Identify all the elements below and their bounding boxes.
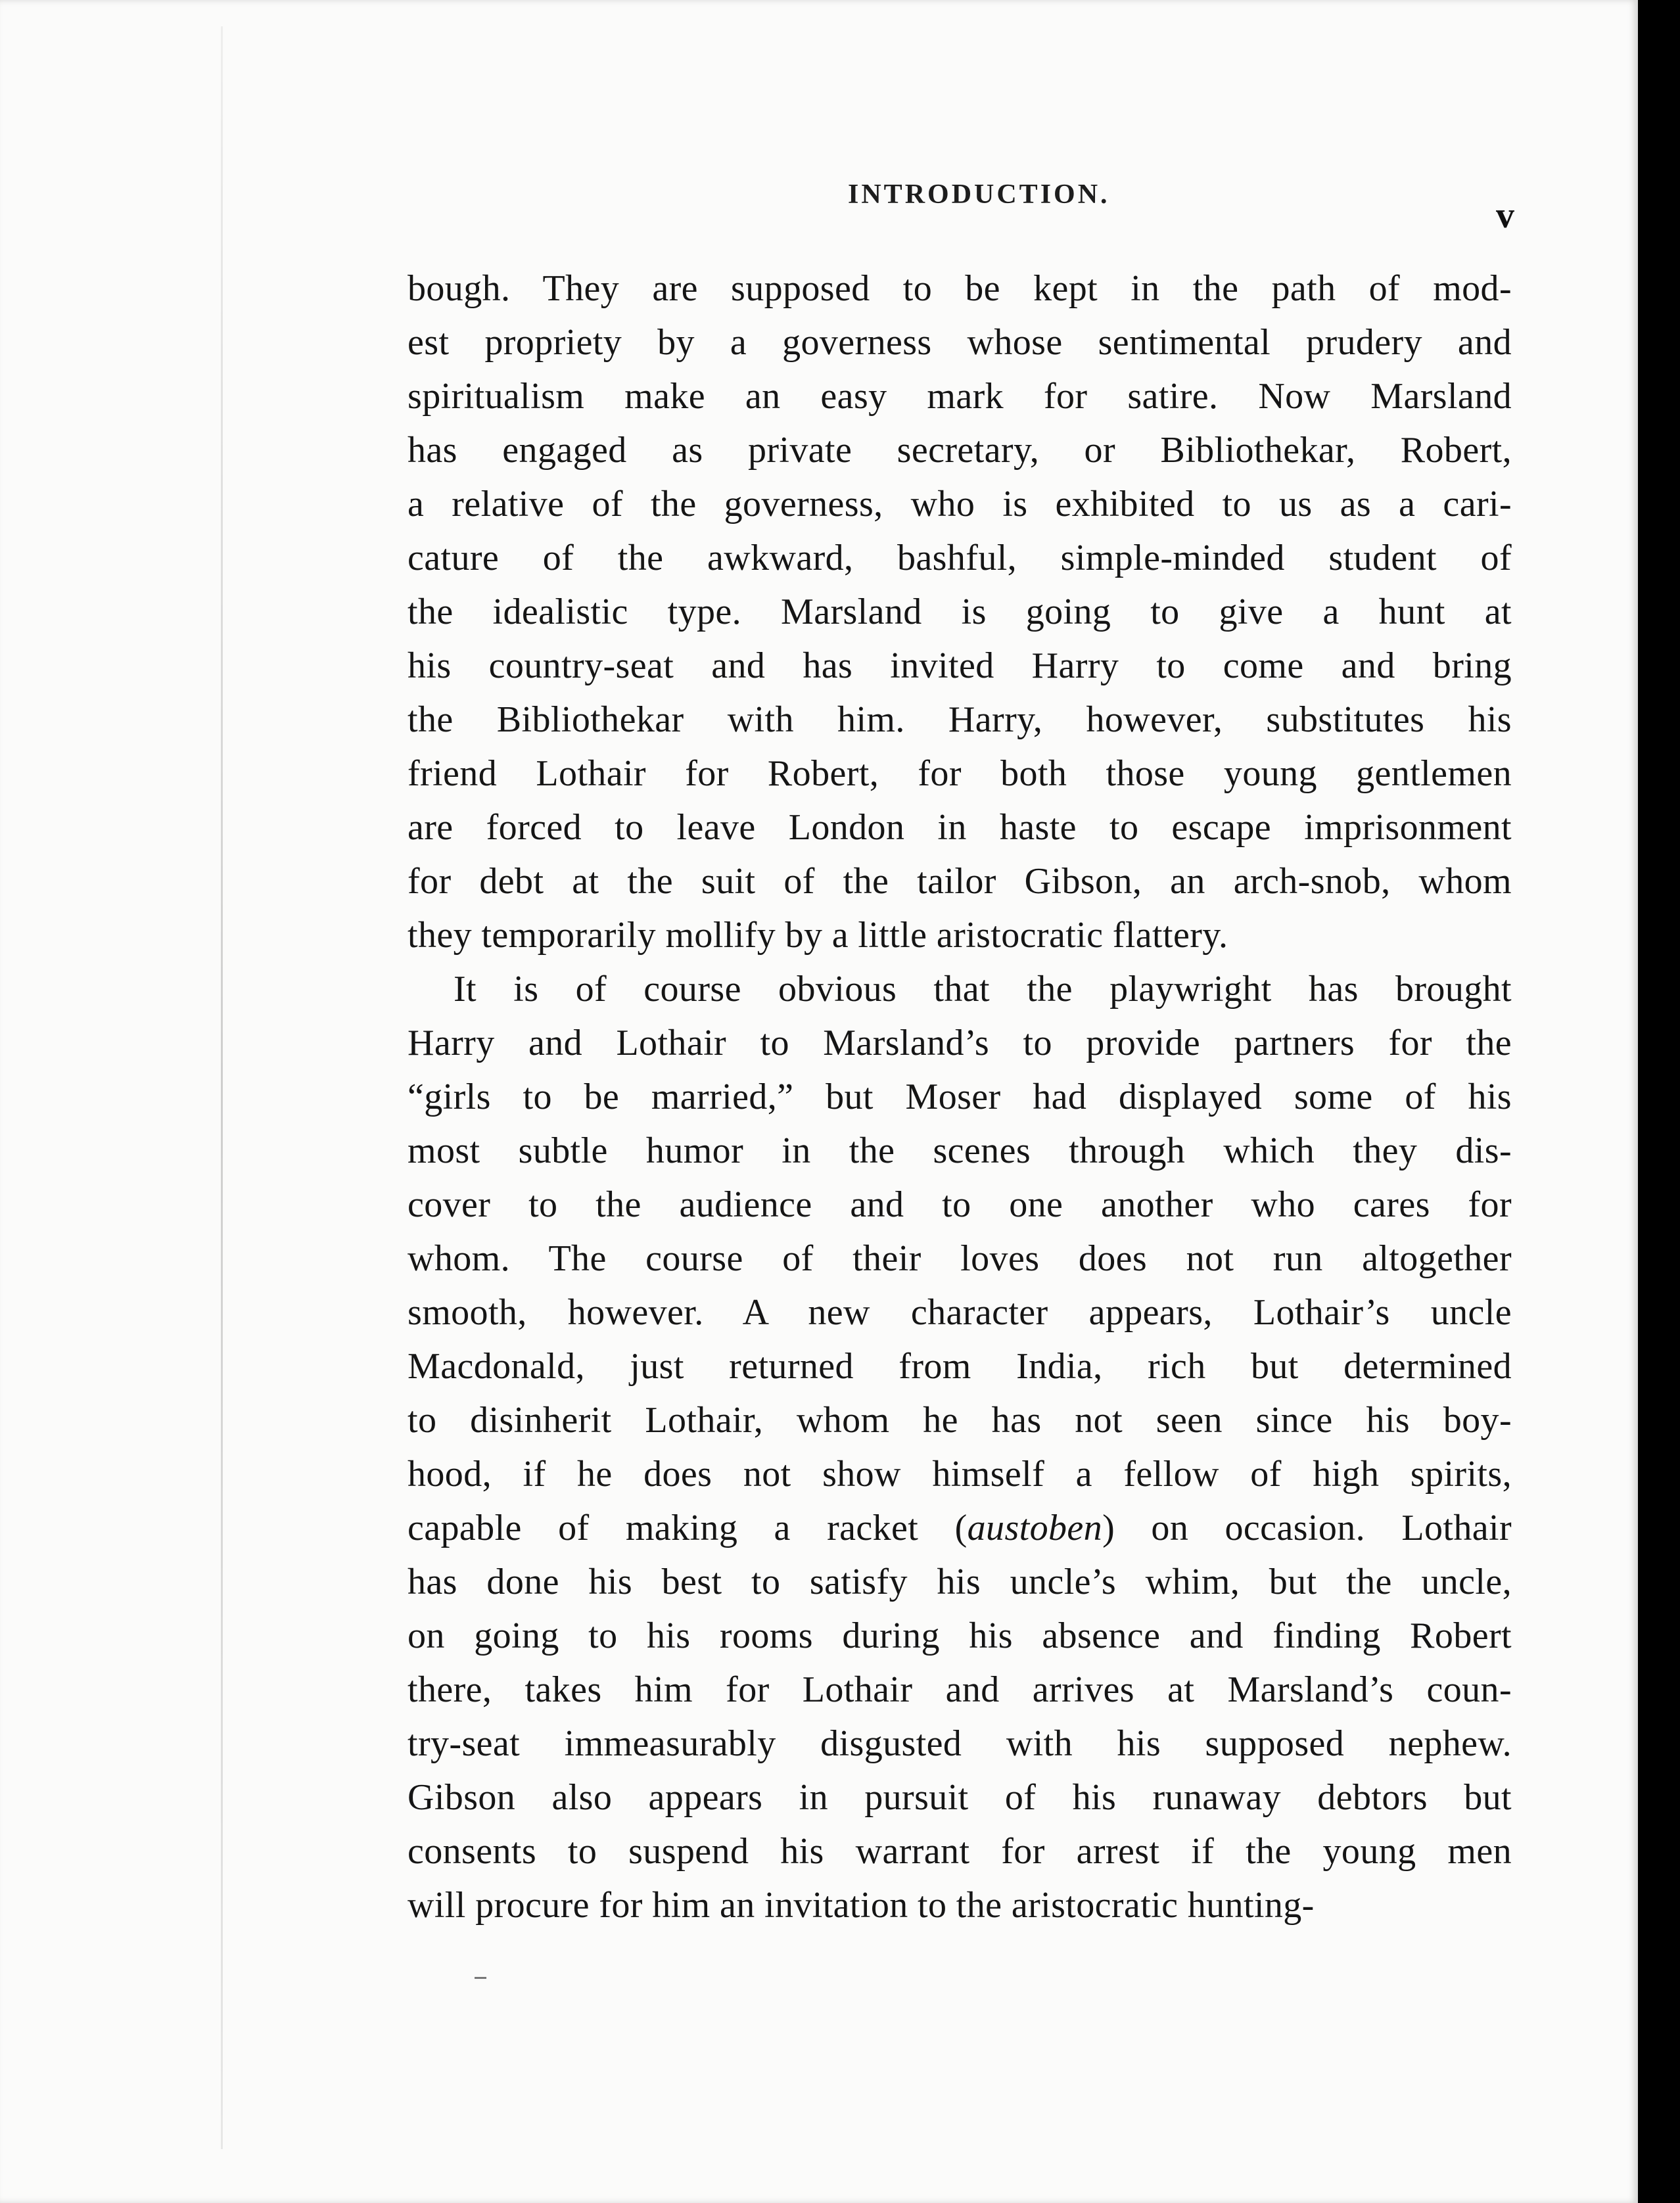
paragraph	[408, 262, 1512, 962]
text-line: It is of course obvious that the playwright has brought	[454, 969, 1512, 1009]
text-line: on going to his rooms during his absence and finding Robert	[408, 1615, 1512, 1656]
running-head: INTRODUCTION.	[848, 179, 1110, 210]
text-line: has engaged as private secretary, or Bibliothekar, Robert,	[408, 430, 1512, 471]
text-line: spiritualism make an easy mark for satire. Now Marsland	[408, 376, 1512, 417]
text-line: to disinherit Lothair, whom he has not seen since his boy-	[408, 1400, 1512, 1441]
text-line: Harry and Lothair to Marsland’s to provide partners for the	[408, 1023, 1512, 1063]
text-line: will procure for him an invitation to the aristocratic hunting-	[408, 1885, 1315, 1926]
text-line: for debt at the suit of the tailor Gibson, an arch-snob, whom	[408, 861, 1512, 902]
text-line: capable of making a racket (austoben) on occasion. Lothair	[408, 1508, 1512, 1548]
text-line: Gibson also appears in pursuit of his runaway debtors but	[408, 1777, 1512, 1818]
text-line: cature of the awkward, bashful, simple-minded student of	[408, 538, 1512, 578]
paragraph	[408, 962, 1512, 1932]
text-line: they temporarily mollify by a little aristocratic flattery.	[408, 915, 1228, 956]
text-line: has done his best to satisfy his uncle’s whim, but the uncle,	[408, 1562, 1512, 1602]
text-line: the Bibliothekar with him. Harry, however, substitutes his	[408, 699, 1512, 740]
text-line: smooth, however. A new character appears, Lothair’s uncle	[408, 1292, 1512, 1333]
text-line: hood, if he does not show himself a fellow of high spirits,	[408, 1454, 1512, 1495]
text-line: friend Lothair for Robert, for both those young gentlemen	[408, 753, 1512, 794]
text-line: are forced to leave London in haste to escape imprisonment	[408, 807, 1512, 848]
text-line: Macdonald, just returned from India, rich but determined	[408, 1346, 1512, 1387]
text-line: his country-seat and has invited Harry to come and bring	[408, 645, 1512, 686]
text-line: there, takes him for Lothair and arrives at Marsland’s coun-	[408, 1669, 1512, 1710]
ink-mark	[475, 1977, 486, 1979]
text-line: a relative of the governess, who is exhibited to us as a cari-	[408, 484, 1512, 524]
binding-gutter-line	[221, 26, 223, 2149]
text-line: cover to the audience and to one another who cares for	[408, 1184, 1512, 1225]
text-line: est propriety by a governess whose sentimental prudery and	[408, 322, 1512, 363]
text-line: consents to suspend his warrant for arrest if the young men	[408, 1831, 1512, 1872]
text-line: bough. They are supposed to be kept in the path of mod-	[408, 268, 1512, 309]
body-text	[408, 262, 1512, 1932]
text-line: try-seat immeasurably disgusted with his supposed nephew.	[408, 1723, 1512, 1764]
page-number: v	[1496, 195, 1514, 236]
text-line: whom. The course of their loves does not run altogether	[408, 1238, 1512, 1279]
text-line: most subtle humor in the scenes through which they dis-	[408, 1130, 1512, 1171]
text-line: “girls to be married,” but Moser had displayed some of his	[408, 1077, 1512, 1117]
text-line: the idealistic type. Marsland is going to give a hunt at	[408, 591, 1512, 632]
